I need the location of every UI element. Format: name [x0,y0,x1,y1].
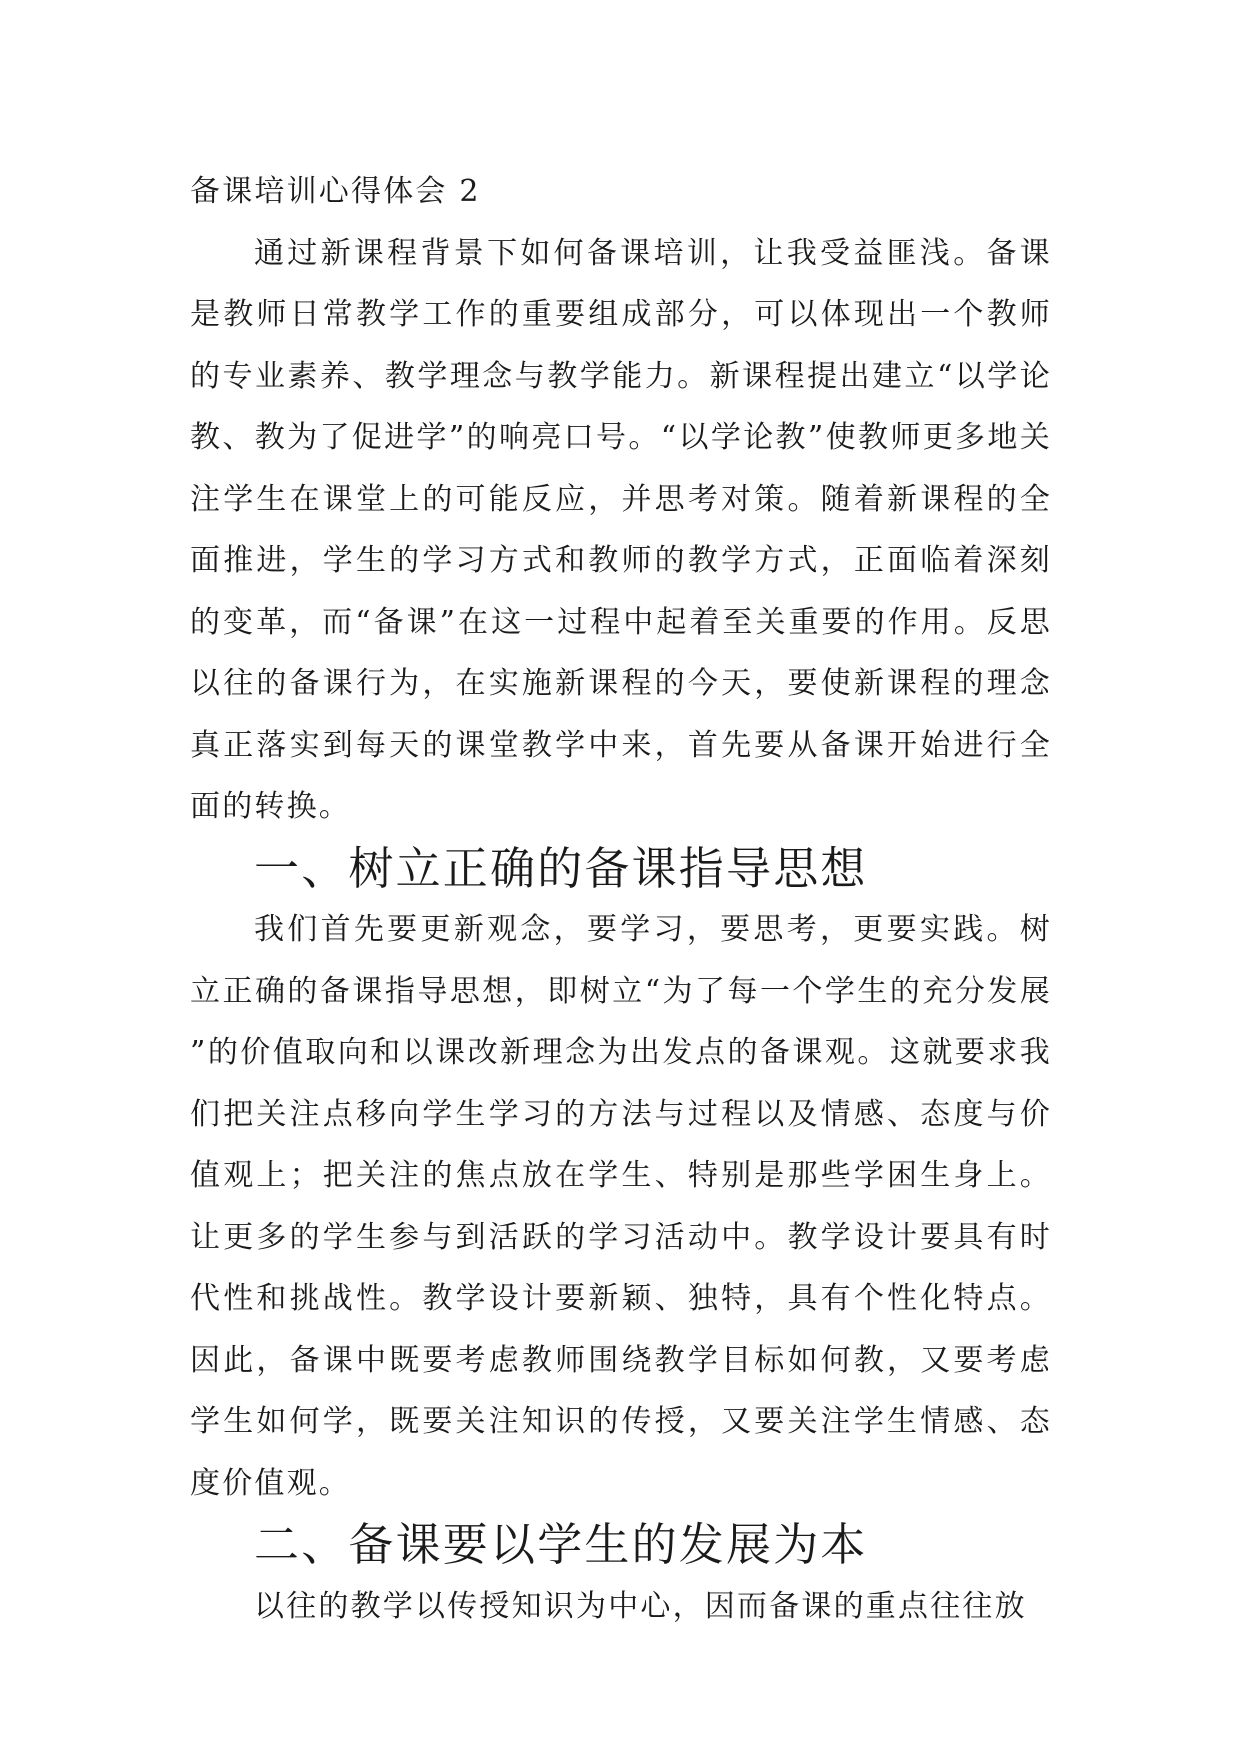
section-1-paragraph: 我们首先要更新观念，要学习，要思考，更要实践。树立正确的备课指导思想，即树立“为了每一个学生的充分发展”的价值取向和以课改新理念为出发点的备课观。这就要求我们把关注点移向学生学习的方法与过程以及情感、态度与价值观上；把关注的焦点放在学生、特别是那些学困生身上。让更多的学生参与到活跃的学习活动中。教学设计要具有时代性和挑战性。教学设计要新颖、独特，具有个性化特点。因此，备课中既要考虑教师围绕教学目标如何教，又要考虑学生如何学，既要关注知识的传授，又要关注学生情感、态度价值观。 [190,912,1052,1501]
section-2-paragraph: 以往的教学以传授知识为中心，因而备课的重点往往放 [254,1588,1027,1624]
document-title: 备课培训心得体会 2 [190,174,481,209]
section-heading-1: 一、树立正确的备课指导思想 [254,841,868,895]
section-heading-2: 二、备课要以学生的发展为本 [254,1518,868,1571]
document-page [190,161,1052,1637]
intro-paragraph: 通过新课程背景下如何备课培训，让我受益匪浅。备课是教师日常教学工作的重要组成部分，可以体现出一个教师的专业素养、教学理念与教学能力。新课程提出建立“以学论教、教为了促进学”的响亮口号。“以学论教”使教师更多地关注学生在课堂上的可能反应，并思考对策。随着新课程的全面推进，学生的学习方式和教师的教学方式，正面临着深刻的变革，而“备课”在这一过程中起着至关重要的作用。反思以往的备课行为，在实施新课程的今天，要使新课程的理念真正落实到每天的课堂教学中来，首先要从备课开始进行全面的转换。 [190,235,1052,824]
